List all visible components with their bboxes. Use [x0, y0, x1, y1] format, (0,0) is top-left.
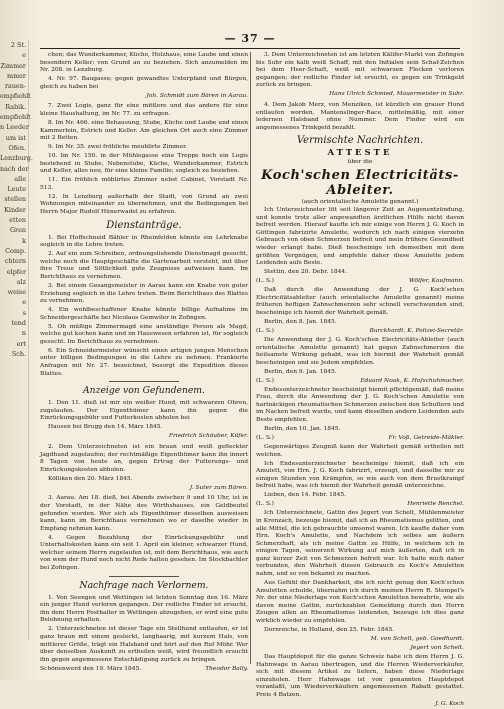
edge-fragment: alle [14, 174, 26, 183]
attest-title: ATTESTE [327, 148, 393, 159]
edge-fragment: um ist [5, 133, 26, 142]
testimonial-text: Gegenwärtiges Zeugniß kann der Wahrheit gemäß ertheilen mit welchen. [256, 444, 464, 458]
job-ad: 6. Ein Schneidermeister wünscht einen artigen jungen Menschen unter billigen Bedingungen in die Lehre zu nehmen. Frankierte Anfragen mit Nr. 27. bezeichnet, besorgt die Expedition dieses Blattes. [40, 347, 248, 377]
edge-fragment: ert [16, 339, 26, 348]
edge-fragment: e [22, 298, 26, 307]
testimonial-date: Berlin, den 8. Jan. 1845. [264, 318, 337, 325]
divider-rule [109, 576, 179, 577]
lost-notice-signature: Theodor Bally. [205, 665, 248, 672]
column-divider [250, 52, 251, 664]
testimonial-signline [256, 435, 464, 443]
edge-fragment: Sch. [11, 349, 26, 358]
edge-fragment: alz [16, 277, 26, 286]
testimonial-text: Endesunterzeichneter bescheinigt hiemit pflichtgemäß, daß meine Frau, durch die Anwendung der J. G. Koch'schen Amulette von hartnäckigen rheumatischen Schmerzen zwischen den Schultern und im Nacken befreit wurde, und kann dieselben andern Leidenden aufs Beste empfehlen. [256, 386, 464, 424]
edge-fragment: empfiehlt [0, 92, 31, 101]
edge-fragment: n [21, 329, 26, 338]
testimonial-signature: Fr. Voß, Getreide-Mäkler. [388, 435, 464, 442]
testimonial-signature: Eduard Noak, K. Hofschuhmacher. [360, 377, 464, 384]
lost-notice: 4. Dem Jakob Merz, von Menziken, ist kürzlich ein grauer Hund entlaufen worden, Mantenslinger-Race, mittelmäßig, mit einer ledernen Halsband ohne Nummer. Dem Finder wird ein angemessenes Trinkgeld bezahlt. [256, 101, 464, 131]
testimonial-signature: Burckhardt, K. Polizei-Secretär. [369, 327, 464, 334]
found-notice: 1. Den 11. dieß ist mir ein weißer Hund, mit schwarzen Ohren, zugelaufen. Der Eigenthümer kann ihn gegen die Einrückungsgebühr und Futterkosten abholen bei [40, 400, 248, 422]
testimonial-signature: Henriette Renchel. [407, 501, 464, 508]
seal-mark: (L. S.) [256, 377, 274, 384]
page-header [40, 34, 460, 49]
found-notice-signature: Friedrich Schäuber, Küfer. [168, 433, 248, 440]
product-title: Koch'schen Electricitäts-Ableiter. [261, 167, 459, 198]
testimonial-signline [256, 501, 464, 509]
page-number: — 37 — [224, 32, 276, 45]
found-notice-date: Kölliken den 20. März 1845. [48, 475, 133, 482]
seal-mark: (L. S.) [256, 435, 274, 442]
job-ad: 2. Auf ein zum Schreiben, ordnungsliebende Dienstmagd gesucht, welche noch die Hauptgeschäfte die Gartenarbeit versteht, mit über ihre Treue und Sittlichkeit gute Zeugnisse aufweisen kann. Im Berichthaus zu vernehmen. [40, 251, 248, 280]
edge-fragment: Rabik. [5, 102, 26, 111]
lost-items [40, 595, 248, 674]
lost-notice-signature: Hans Ulrich Schmied, Mauermeister in Suhr. [329, 91, 464, 98]
previous-page-edge [0, 40, 33, 640]
edge-fragment: etten [9, 216, 26, 225]
job-ads [40, 235, 248, 379]
found-notice: 4. Gegen Bezahlung der Einrückungsgebühr und Unterhaltskosten kann ein seit 1. April ein kleiner, schwarzer Hund, welcher seinem Herrn zugelaufen ist, mit dem Berichthaus, wie auch von wem der Hund noch nicht Rede halten gesehen. Im Stockbachler bei Zofingen. [40, 534, 248, 572]
testimonial-text: Aus Gefühl der Dankbarkeit, die ich nicht genug den Koch'schen Amuletten schulde, übernahm ich durch meinen Herrn R. Stempel's Nr. der eine Niederlage von Koch'schen Amuletten bewahrte, wie als davon meine Gattin, zurückzahlen Gemeldung durch den Herrn Zeugen allen an Rheumatismus leidenden, bezeuge ich dies ganz wirklich wieder zu empfehlen. [256, 580, 464, 625]
edge-fragment: chtern [4, 257, 26, 266]
right-column [256, 52, 464, 707]
testimonial-text: Ich Unterzeichnete, Gattin des Jegert von Schelt, Mühlenmeister in Krenzach, bezeuge hiemit, daß ich an Rheumatismus gelitten, und alle Mittel, die ich gebrauchte umsonst waren. Ich kaufte daher vom Hrn. Koch's Amulette, und Nachdem ich selbes am äußern Schmerzhaft, als ich meine Gattin zu Hülfe, in welchem ich in einigen Tagen, seinerzeit Wirkung auf mich äußerten, daß ich in ganz kurzer Zeit von Schmerzen befreit war. Ich halte mich daher verbunden, den Wahrheit diesen Gebrauch zu Koch's Amuletten nahm, und so von bekannt zu machen. [256, 510, 464, 578]
testimonial-signline [256, 278, 464, 286]
found-items [40, 400, 248, 572]
testimonial-date: Dornreiche, in Holland, den 25. Febr. 1845. [264, 627, 395, 634]
lost-notice-signline [40, 666, 248, 674]
testimonial-text: Ich Endesunterzeichneter bescheinige hiemit, daß ich ein Amulett, von Hrn. J. G. Koch fabrizirt, erzeugt, und dasselbe mir zu einigen Stunden von Krämpfen, so wie auch von dem Brustkrampf befreit habe, was ich hiemit der Wahrheit gemäß unterzeichne. [256, 460, 464, 490]
edge-fragment: Kinder [4, 205, 26, 214]
edge-fragment: Comp. [5, 246, 26, 255]
ad-paragraph: 7. Zwei Logis, ganz für eine mittlere und das andere für eine kleine Haushaltung, im Nr. 77. zu erfragen. [40, 103, 248, 117]
found-notice-date: Hausen bei Brugg den 14. März 1845. [48, 424, 163, 431]
edge-fragment: Zimmer [0, 61, 26, 70]
edge-fragment: mmer [7, 71, 26, 80]
found-notice: 2. Dem Unterzeichneten ist ein braun und weiß gefleckter Jagdhund zugelaufen; der rechtmäßige Eigenthümer kann ihn innert 8 Tagen von heute an, gegen Ertrag der Futterungs- und Einrückungskosten abholen. [40, 444, 248, 473]
testimonial-signature: Jegert von Schelt. [410, 644, 464, 651]
edge-fragment: 2 St. [10, 41, 26, 49]
edge-fragment: tend [11, 319, 26, 328]
product-subtitle: (auch orientalische Amulette genannt.) [301, 198, 419, 205]
lost-notice: 2. Unterzeichneten ist dieser Tage ein Stellhund entlaufen, er ist ganz braun mit einem gesleckt, langhaarig, mit kurzem Hals, von mittlerer Größe, trägt ein Halsband und hört auf den Ruf Möhr. Wer über denselben Auskunft zu ertheilen weiß, wird freundlich ersucht ihn gegen angemessene Entschädigung zurück zu bringen. [40, 626, 248, 663]
edge-fragment: stellen [4, 195, 26, 204]
lost-notice: 3. Dem Unterzeichneten ist am letzten Kälifer-Markt von Zofingen bis Suhr ein kalb weiß Schaff, mit den Initialen sein Schaf-Zeichen bei dem Heer-Schaft, weiß mit schwarzen Flecken verloren gegangen; der redliche Finder ist ersucht, es gegen ein Trinkgeld zurück zu bringen. [256, 52, 464, 89]
testimonial-signline [256, 328, 464, 336]
testimonial-date: Berlin, den 9. Jan. 1845. [264, 368, 337, 375]
seal-mark: (L. S.) [256, 278, 274, 285]
testimonial-text: Die Anwendung der J. G. Koch'schen Electricitäts-Ableiter (auch orientalische Amulette genannt) hat gegen Zahnschmerzen die heilsamste Wirkung gehabt, was ich hiermit der Wahrheit gemäß bescheinigen und sie Jedem empfehlen. [256, 336, 464, 366]
ad-paragraph: 12. In Lenzburg außerhalb der Stadt, von Grund an zwei Wohnungen miteinander zu übernehmen, und die Bedingungen bei Herrn Major Rudolf Hünerwadel zu erfahren. [40, 193, 248, 216]
divider-rule [109, 381, 179, 382]
testimonial-text: Ich Unterzeichneter litt seit längerer Zeit an Augenentzündung, und konnte trotz aller angewandten ärztlichen Hülfe nicht davon befreit werden. Hierauf kaufte ich mir einige von Herrn J. G. Koch in Göttingen fabrizirte Amulette, wodurch ich nach einigen vierzehn Gebrauch von oben Schmerzen befreit und mein frühere Gesundheit wieder erlangt habe. Dieß bescheinige ich demselben mit dem größten Vergnügen, und empfehle daher diese Amulette jedem Leidenden aufs Beste. [256, 207, 464, 267]
lost-notice-date: Schönenwerd den 19. März 1845. [40, 665, 142, 672]
left-column [40, 52, 249, 672]
testimonial-signature: M. von Schelt, geb. Goedhardt. [370, 636, 464, 642]
edge-fragment: rauen- [4, 82, 26, 91]
edge-fragment: s [22, 308, 26, 317]
testimonial-date: Stettin, den 20. Debr. 1844. [264, 269, 347, 276]
ad-signature: Joh. Schmidt zum Bären in Aarau. [146, 92, 248, 99]
ad-paragraph: 8. Im Nr. 466. eine Behausung, Stube, Küche und Laube und einen Kammerlein, Estrich und Keller. Am gleichen Ort auch eine Zimmer mit 2 Betten. [40, 119, 248, 142]
testimonial-date: Berlin, den 10. Jan. 1845. [264, 426, 341, 433]
job-ad: 5. Ob müßige Zimmermagd eine anständige Person als Magd, welche gut kochen kann und im Hauswesen erfahren ist, für sogleich gesucht. Im Berichthaus zu vernehmen. [40, 323, 248, 345]
edge-fragment: Lenzburg. [0, 154, 33, 163]
ad-paragraph: 10. Im Nr. 150. in der Mühlegasse eine Treppe hoch ein Logis bestehend in Stube, Nebenstube, Küche, Wunderkammer, Estrich und Keller, alles neu, für eine kleine Familie; sogleich zu beziehen. [40, 153, 248, 175]
edge-fragment: weise [7, 288, 26, 297]
edge-fragment: Gren [9, 226, 26, 235]
edge-fragment: n Leeder [0, 123, 29, 132]
ad-paragraph: chen; das Wunderkammer, Küche, Holzhaus, eine Laube und einen besondern Keller; von Grund an zu beziehen. Sich anzumelden im Nr. 208. in Lenzburg. [40, 52, 249, 74]
job-ad: 4. Ein wohlbeschaffener Knabe könnte billige Aufnahme im Schneidergeschäfte bei Nicolaus Gemwiler in Zofingen. [40, 307, 248, 321]
section-heading-vermischte: Vermischte Nachrichten. [296, 135, 424, 147]
edge-fragment: Ofen. [8, 143, 26, 152]
job-ad: 1. Bei Hoffschneid Bähler in Rheinfelden könnte ein Lehrknabe sogleich in die Lehre treten. [40, 234, 248, 249]
section-heading-verloren: Nachfrage nach Verlornem. [79, 579, 209, 591]
edge-fragment: e [22, 51, 26, 60]
ad-paragraph: 4. Nr. 97. Baugasse; gegen gewandtes Unterpfand und Bürgen, gleich zu haben bei [40, 76, 248, 90]
edge-fragment: empfiehlt [0, 113, 31, 122]
section-heading-gefunden: Anzeige von Gefundenem. [83, 385, 205, 397]
edge-fragment: nach der [0, 164, 29, 173]
job-ad: 3. Bei einem Gesangsmeister in Aarau kann ein Knabe von guter Erziehung sogleich in die Lehre treten. Beim Berichthaus des Blattes zu vernehmen. [40, 282, 248, 305]
found-notice: 3. Aarau. Am 18. dieß, bei Abends zwischen 9 und 10 Uhr, ist in der Vorstadt, in der Nähe des Wirthshauses, ein Geldbeutel gefunden worden. Wer sich als Eigenthümer desselben ausweisen kann, kann im Berichthaus vernehmen wo er daselbe wieder in Empfang nehmen kann. [40, 495, 248, 532]
found-notice-signature: J. Suter zum Bären. [189, 484, 248, 491]
testimonial-text: Daß durch die Anwendung der J. G. Koch'schen Electricitätsableiter (auch orientalische Amulette genannt) meine früheren heftigen Zahnschmerzen sehr schnell verschwunden sind, bescheinige ich hiemit der Wahrheit gemäß. [256, 287, 464, 316]
depot-notice: Das Hauptdepot für die ganze Schweiz habe ich dem Herrn J. G. Hahnwage in Aarau übertragen, und die Herren Wiederverkäufer, sich mit diesem Artikel zu liefern, haben diese Niederlage einzuholen. Herr Hahnwage ist von genannten Hauptdepot veranlaßt, um Wiederverkäufern angemessenen Rabatt gestattet. Preis 4 Batzen. [256, 653, 464, 698]
testimonial-date: Lieben, den 14. Febr. 1845. [264, 492, 347, 499]
edge-fragment: Leute [7, 185, 26, 194]
final-signature: J. G. Koch [435, 700, 464, 707]
testimonial-signline [256, 378, 464, 386]
seal-mark: (L. S.) [256, 327, 274, 334]
ad-paragraph: 11. Ein fröhlich möblirtes Zimmer nebst Cabinet, Vorstadt Nr. 513. [40, 177, 248, 191]
ad-paragraph: 9. Im Nr. 35. zwei fröhliche meublirte Zimmer. [48, 144, 188, 151]
seal-mark: (L. S.) [256, 501, 274, 508]
section-heading-dienstantraege: Dienstanträge. [106, 219, 182, 231]
edge-fragment: k [22, 236, 26, 245]
attest-subtitle: über die [347, 158, 373, 165]
testimonial-signature: Wölfer, Kaufmann. [408, 278, 464, 285]
edge-fragment: elpfer [6, 267, 26, 276]
lost-notice: 1. Von Seengen und Wettingen ist letzten Sonntag den 16. März ein junger Hund verloren gegangen. Der redliche Finder ist ersucht, ihn dem Herrn Posthalter in Wettingen abzugeben, er wird eine gute Belohnung erhalten. [40, 594, 248, 624]
housing-ads [40, 52, 248, 217]
